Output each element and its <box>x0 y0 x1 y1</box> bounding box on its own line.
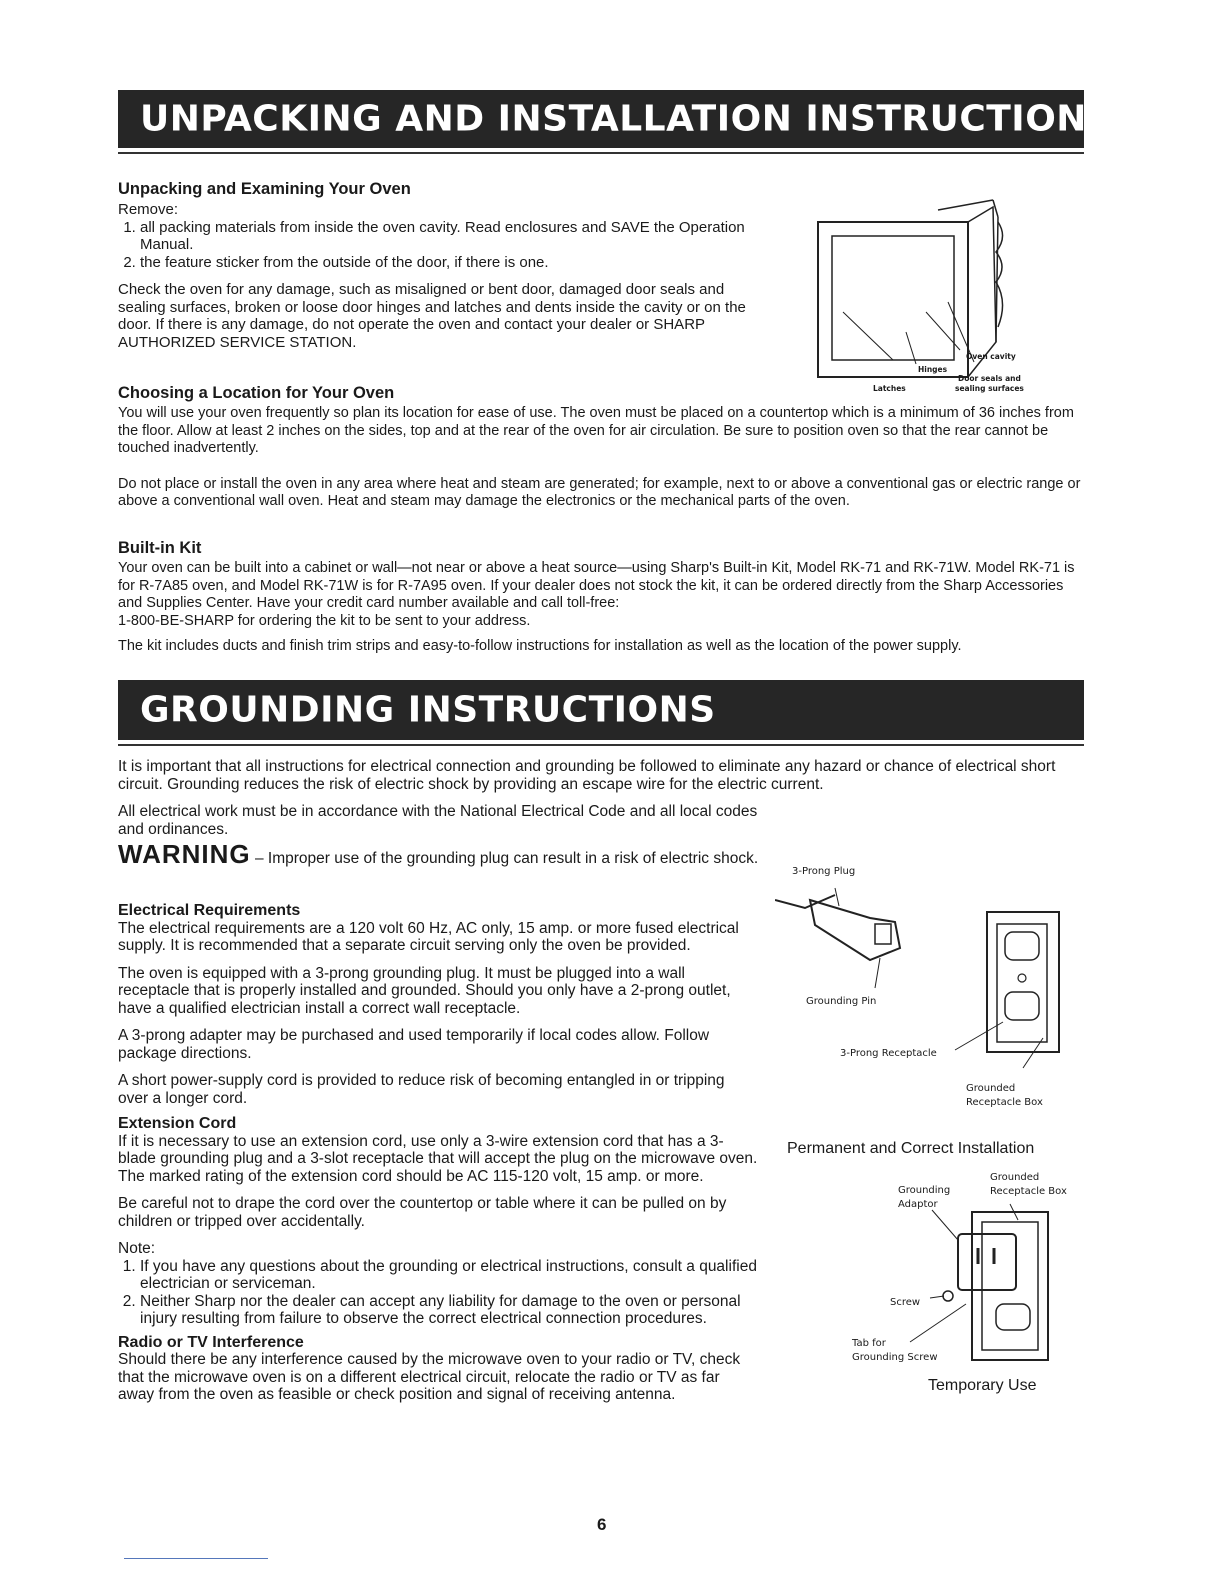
door-seals-label: Door seals and <box>958 374 1021 383</box>
tab-label: Grounding Screw <box>852 1352 938 1363</box>
adaptor-box-label: Grounded <box>990 1172 1040 1183</box>
footer-rule <box>124 1558 268 1559</box>
radio-paragraph: Should there be any interference caused by the microwave oven to your radio or TV, check that the microwave oven is on a different electrical circuit, relocate the radio or TV as far away from the oven as feasible or check position and signal of receiving antenna. <box>118 1351 741 1403</box>
banner-rule <box>118 152 1084 154</box>
electrical-paragraph: A 3-prong adapter may be purchased and used temporarily if local codes allow. Follow package directions. <box>118 1027 710 1062</box>
warning-block <box>118 839 773 869</box>
tab-label: Tab for <box>852 1338 886 1349</box>
builtin-heading: Built-in Kit <box>118 539 202 557</box>
plug-label: 3-Prong Plug <box>792 866 856 877</box>
banner-rule <box>118 744 1084 746</box>
adaptor-label: Grounding <box>898 1185 951 1196</box>
permanent-caption: Permanent and Correct Installation <box>787 1140 1035 1157</box>
adaptor-box-label: Receptacle Box <box>990 1186 1067 1197</box>
adaptor-label: Adaptor <box>898 1199 938 1210</box>
electrical-paragraph: The oven is equipped with a 3-prong grounding plug. It must be plugged into a wall receptacle that is properly installed and grounded. Should you only have a 2-prong outlet, have a qualified electrician install a correct wall receptacle. <box>118 964 731 1017</box>
unpacking-body <box>118 201 758 351</box>
damage-check-text: Check the oven for any damage, such as misaligned or bent door, damaged door seals and sealing surfaces, broken or loose door hinges and latches and dents inside the cavity or on the door. If there is any damage, do not operate the oven and contact your dealer or SHARP AUTHORIZED SERVICE STATION. <box>118 281 746 351</box>
sealing-surfaces-label: sealing surfaces <box>955 384 1024 393</box>
oven-cavity-label: Oven cavity <box>966 352 1016 361</box>
location-paragraph: Do not place or install the oven in any area where heat and steam are generated; for example, next to or above a conventional gas or electric range or above a conventional wall oven. Heat and steam may damage the electronics or the mechanical parts of the oven. <box>118 475 1081 509</box>
screw-label: Screw <box>890 1297 921 1308</box>
location-body <box>118 405 1088 511</box>
banner-title: UNPACKING AND INSTALLATION INSTRUCTIONS <box>140 98 1114 140</box>
location-paragraph: You will use your oven frequently so plan its location for ease of use. The oven must be placed on a countertop which is a minimum of 36 inches from the floor. Allow at least 2 inches on the sides, top and at the rear of the oven for air circulation. Be sure to position oven so that the rear cannot be touched inadvertently. <box>118 405 1074 456</box>
builtin-paragraph: Your oven can be built into a cabinet or wall—not near or above a heat source—using Sharp's Built-in Kit, Model RK-71 and RK-71W. Model RK-71 is for R-7A85 oven, and Model RK-71W is for R-7A95 oven. If your dealer does not stock the kit, it can be ordered directly from the Sharp Accessories and Supplies Center. Have your credit card number available and call toll-free: <box>118 560 1075 611</box>
note-item: 1. If you have any questions about the grounding or electrical instructions, consult a qualified electrician or serviceman. <box>140 1258 758 1293</box>
extension-paragraph: If it is necessary to use an extension cord, use only a 3-wire extension cord that has a 3-blade grounding plug and a 3-slot receptacle that will accept the plug on the microwave oven. The marked rating of the extension cord should be AC 115-120 volt, 15 amp. or more. <box>118 1132 758 1185</box>
warning-word: WARNING <box>118 839 251 869</box>
builtin-body <box>118 560 1088 656</box>
electrical-paragraph: A short power-supply cord is provided to reduce risk of becoming entangled in or tripping over a longer cord. <box>118 1072 725 1107</box>
unpacking-heading: Unpacking and Examining Your Oven <box>118 180 411 198</box>
location-heading: Choosing a Location for Your Oven <box>118 384 395 402</box>
note-label: Note: <box>118 1240 156 1257</box>
remove-item: 1. all packing materials from inside the oven cavity. Read enclosures and SAVE the Operation Manual. <box>140 219 758 254</box>
oven-door-illustration <box>808 192 1048 392</box>
note-item: 2. Neither Sharp nor the dealer can accept any liability for damage to the oven or personal injury resulting from failure to observe the correct electrical connection procedures. <box>140 1293 758 1328</box>
hinges-label: Hinges <box>918 365 948 374</box>
latches-label: Latches <box>873 384 906 393</box>
temporary-caption: Temporary Use <box>928 1377 1037 1394</box>
grounding-intro: It is important that all instructions for electrical connection and grounding be followed to eliminate any hazard or chance of electrical short circuit. Grounding reduces the risk of electric shock by providing an escape wire for the electric current. <box>118 758 1056 793</box>
section-banner-unpacking <box>118 90 1114 148</box>
receptacle-box-label: Receptacle Box <box>966 1097 1043 1108</box>
grounding-code: All electrical work must be in accordance with the National Electrical Code and all local codes and ordinances. <box>118 803 758 838</box>
extension-paragraph: Be careful not to drape the cord over the countertop or table where it can be pulled on by children or tripped over accidentally. <box>118 1195 727 1230</box>
electrical-heading: Electrical Requirements <box>118 902 301 919</box>
builtin-phone: 1-800-BE-SHARP for ordering the kit to be sent to your address. <box>118 612 531 629</box>
receptacle-box-label: Grounded <box>966 1083 1016 1094</box>
remove-item: 2. the feature sticker from the outside of the door, if there is one. <box>140 254 758 272</box>
grounding-pin-label: Grounding Pin <box>806 996 877 1007</box>
electrical-paragraph: The electrical requirements are a 120 volt 60 Hz, AC only, 15 amp. or more fused electrical supply. It is recommended that a separate circuit serving only the oven be provided. <box>118 919 739 954</box>
adaptor-illustration <box>870 1200 1070 1370</box>
section-banner-grounding <box>118 680 1084 740</box>
banner-title: GROUNDING INSTRUCTIONS <box>140 689 716 731</box>
warning-text: – Improper use of the grounding plug can result in a risk of electric shock. <box>250 850 759 867</box>
page-number: 6 <box>597 1515 607 1534</box>
remove-label: Remove: <box>118 201 179 218</box>
receptacle-label: 3-Prong Receptacle <box>840 1048 937 1059</box>
extension-heading: Extension Cord <box>118 1115 237 1132</box>
radio-heading: Radio or TV Interference <box>118 1333 304 1351</box>
builtin-paragraph: The kit includes ducts and finish trim strips and easy-to-follow instructions for installation as well as the location of the power supply. <box>118 638 962 654</box>
electrical-section <box>118 902 758 1404</box>
